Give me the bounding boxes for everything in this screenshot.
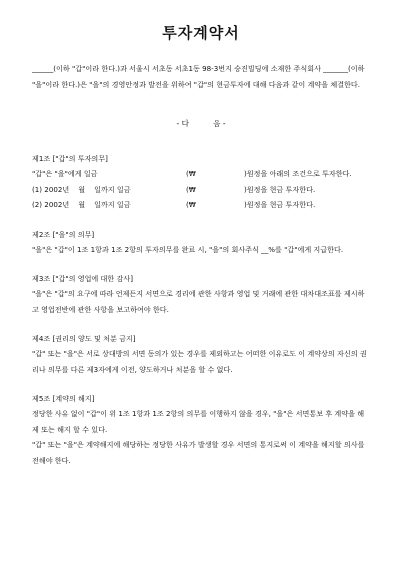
article-4	[32, 331, 370, 377]
article-4-title: 제4조 [권리의 양도 및 처분 금지]	[32, 334, 136, 343]
article-3-title: 제3조 ["갑"의 영업에 대한 감사]	[32, 274, 133, 283]
article-5-text-2: "갑" 또는 "을"은 계약해지에 해당하는 정당한 사유가 발생할 경우 서면의 통지로써 이 계약을 해지할 의사를 전해야 한다.	[32, 440, 367, 465]
row-1-label: (1) 2002년 월 일까지 일금	[32, 184, 131, 194]
row-main-label: "갑"은 "을"에게 일금	[32, 169, 98, 178]
article-1	[32, 151, 370, 213]
article-2-text: "을"은 "갑"이 1조 1항과 1조 2항의 투자의무를 완료 시, "을"의 회사주식 __%를 "갑"에게 지급한다.	[32, 244, 344, 254]
article-2-title: 제2조 ["을"의 의무]	[32, 229, 95, 239]
article-1-row-1	[32, 182, 370, 198]
article-5	[32, 391, 370, 468]
intro-paragraph: ______(이하 "갑"이라 한다.)과 서울시 서초동 서초1동 98-3번지 승진빌딩에 소재한 주식회사 _______(이하 "을"이라 한다.)은 "을"의 경영안정과 발전을 위하여 "갑"의 현금투자에 대해 다음과 같이 계약을 체결한다.	[32, 64, 367, 89]
article-3-text: "을"은 "갑"의 요구에 따라 언제든지 서면으로 경리에 관한 사항과 영업 및 거래에 관한 대차대조표를 제시하고 영업전반에 관한 사항을 보고하여야 한다.	[32, 289, 365, 314]
section-heading: - 다 음 -	[176, 119, 226, 128]
document-title: 투자계약서	[162, 24, 240, 42]
article-2	[32, 227, 370, 258]
row-main-text: )원정을 아래의 조건으로 투자한다.	[244, 169, 352, 178]
article-5-text-1: 정당한 사유 없이 "갑"이 위 1조 1항과 1조 2항의 의무를 이행하지 않을 경우, "을"은 서면통보 후 계약을 해제 또는 해지 할 수 있다.	[32, 409, 365, 434]
row-main-won: (₩	[186, 169, 196, 178]
article-1-title: 제1조 ["갑"의 투자의무]	[32, 154, 108, 163]
article-5-title: 제5조 [계약의 해지]	[32, 394, 95, 403]
article-4-text: "갑" 또는 "을"은 서로 상대방의 서면 동의가 있는 경우를 제외하고는 어떠한 이유로도 이 계약상의 자신의 권리나 의무를 다른 제3자에게 이전, 양도하거나 처분을 할 수 없다.	[32, 349, 367, 374]
article-1-row-main	[32, 166, 370, 182]
row-2-text: )원정을 현금 투자한다.	[244, 200, 316, 209]
article-1-row-2	[32, 197, 370, 213]
row-1-text: )원정을 현금 투자한다.	[244, 184, 316, 194]
row-1-won: (₩	[186, 184, 196, 194]
row-2-won: (₩	[186, 200, 196, 209]
row-2-label: (2) 2002년 월 일까지 일금	[32, 200, 131, 209]
article-3	[32, 271, 370, 317]
